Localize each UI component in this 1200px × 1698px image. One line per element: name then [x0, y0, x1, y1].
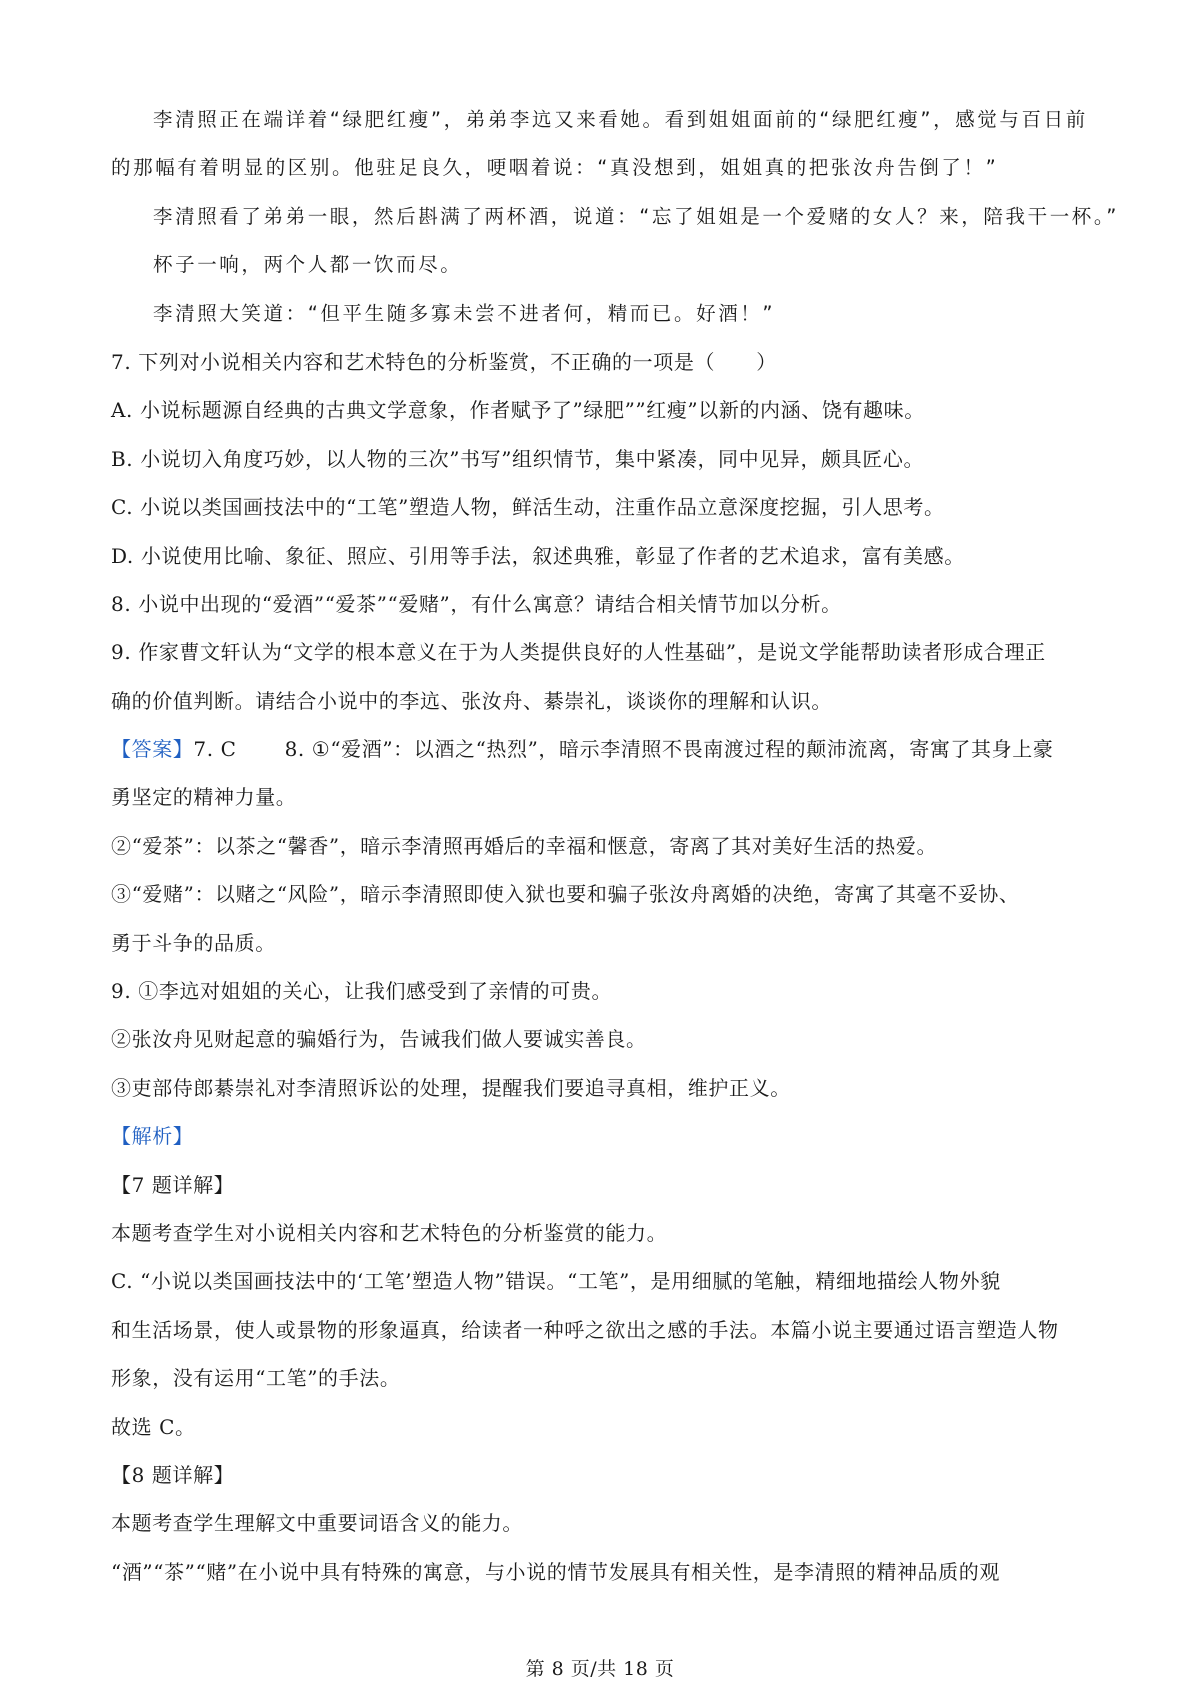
answer-line: ③吏部侍郎綦崇礼对李清照诉讼的处理，提醒我们要追寻真相，维护正义。 — [111, 1075, 791, 1100]
analysis-label: 【解析】 — [111, 1124, 194, 1149]
analysis-line: 本题考查学生理解文中重要词语含义的能力。 — [111, 1511, 523, 1536]
analysis-line: “酒”“茶”“赌”在小说中具有特殊的寓意，与小说的情节发展具有相关性，是李清照的精神品质的观 — [111, 1559, 1000, 1584]
analysis-heading-8: 【8 题详解】 — [111, 1462, 235, 1487]
answer-line: ②“爱茶”：以茶之“馨香”，暗示李清照再婚后的幸福和惬意，寄离了其对美好生活的热爱。 — [111, 833, 938, 858]
story-paragraph-1: 李清照正在端详着“绿肥红瘦”，弟弟李迒又来看她。看到姐姐面前的“绿肥红瘦”，感觉与百日前 — [153, 108, 1088, 131]
story-paragraph-2: 李清照看了弟弟一眼，然后斟满了两杯酒，说道：“忘了姐姐是一个爱赌的女人？来，陪我干一杯。” — [153, 204, 1119, 228]
option-d: D. 小说使用比喻、象征、照应、引用等手法，叙述典雅，彰显了作者的艺术追求，富有美感。 — [111, 543, 965, 568]
analysis-line: 本题考查学生对小说相关内容和艺术特色的分析鉴赏的能力。 — [111, 1220, 668, 1245]
option-a: A. 小说标题源自经典的古典文学意象，作者赋予了”绿肥””红瘦”以新的内涵、饶有趣味。 — [111, 398, 925, 423]
option-b: B. 小说切入角度巧妙，以人物的三次”书写”组织情节，集中紧凑，同中见异，颇具匠心。 — [111, 446, 925, 471]
answer-line: 勇于斗争的品质。 — [111, 930, 276, 955]
story-paragraph-1-cont: 的那幅有着明显的区别。他驻足良久，哽咽着说：“真没想到，姐姐真的把张汝舟告倒了！” — [111, 156, 999, 180]
analysis-line: 和生活场景，使人或景物的形象逼真，给读者一种呼之欲出之感的手法。本篇小说主要通过语言塑造人物 — [111, 1317, 1059, 1342]
answer-line: ②张汝舟见财起意的骗婚行为，告诫我们做人要诚实善良。 — [111, 1027, 647, 1052]
answer-label: 【答案】 — [111, 737, 194, 762]
page-footer: 第 8 页/共 18 页 — [525, 1658, 675, 1680]
option-c: C. 小说以类国画技法中的“工笔”塑造人物，鲜活生动，注重作品立意深度挖掘，引人思考。 — [111, 495, 945, 520]
answer-q7: 7. C — [193, 737, 237, 762]
answer-q8: 8. ①“爱酒”：以酒之“热烈”，暗示李清照不畏南渡过程的颠沛流离，寄寓了其身上豪 — [284, 737, 1054, 762]
answer-line: ③“爱赌”：以赌之“风险”，暗示李清照即使入狱也要和骗子张汝舟离婚的决绝，寄寓了其毫不妥协、 — [111, 882, 1020, 907]
question-9: 9. 作家曹文轩认为“文学的根本意义在于为人类提供良好的人性基础”，是说文学能帮助读者形成合理正 — [111, 640, 1046, 665]
question-8: 8. 小说中出现的“爱酒”“爱茶”“爱赌”，有什么寓意？请结合相关情节加以分析。 — [111, 591, 842, 616]
analysis-line: 形象，没有运用“工笔”的手法。 — [111, 1366, 401, 1391]
analysis-heading-7: 【7 题详解】 — [111, 1172, 235, 1197]
analysis-line: C. “小说以类国画技法中的‘工笔’塑造人物”错误。“工笔”，是用细腻的笔触，精细地描绘人物外貌 — [111, 1269, 1001, 1294]
answer-line: 勇坚定的精神力量。 — [111, 785, 297, 810]
answer-line — [111, 725, 1101, 773]
answer-line: 9. ①李迒对姐姐的关心，让我们感受到了亲情的可贵。 — [111, 979, 613, 1004]
analysis-line: 故选 C。 — [111, 1414, 196, 1439]
document-page — [111, 96, 1119, 1596]
story-paragraph-4: 李清照大笑道：“但平生随多寡未尝不进者何，精而已。好酒！” — [153, 301, 776, 325]
story-paragraph-3: 杯子一响，两个人都一饮而尽。 — [153, 253, 463, 277]
question-9-cont: 确的价值判断。请结合小说中的李迒、张汝舟、綦崇礼，谈谈你的理解和认识。 — [111, 688, 832, 713]
question-7: 7. 下列对小说相关内容和艺术特色的分析鉴赏，不正确的一项是（ ） — [111, 349, 777, 374]
